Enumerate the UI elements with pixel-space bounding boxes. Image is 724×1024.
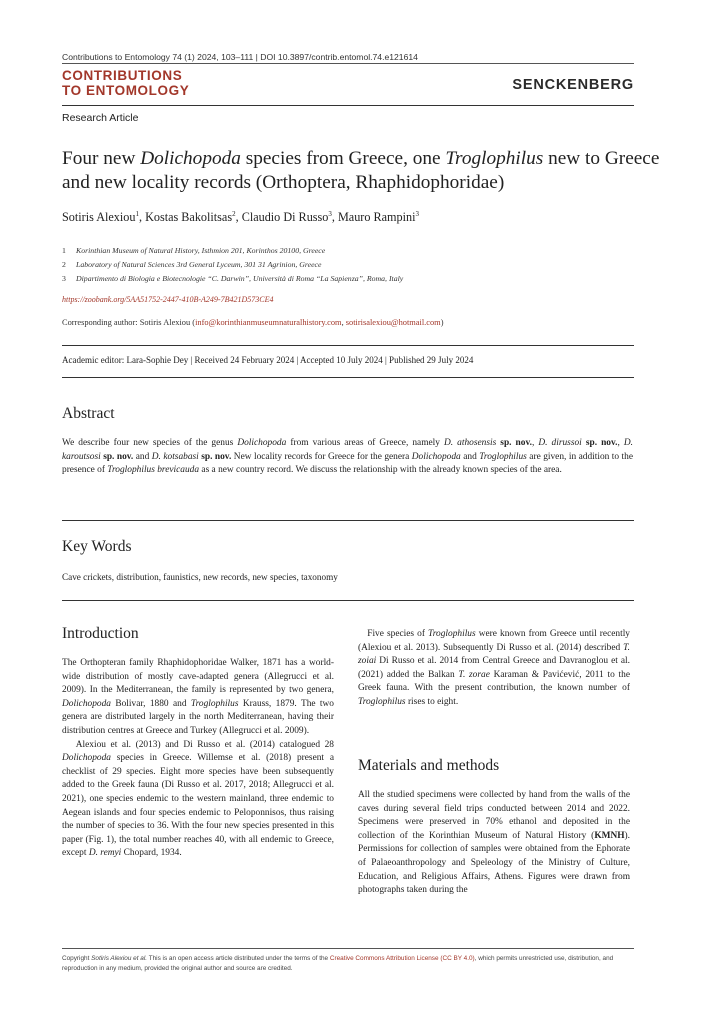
copyright-notice <box>62 954 642 974</box>
logo-line1: CONTRIBUTIONS <box>62 68 183 83</box>
article-type: Research Article <box>62 112 139 124</box>
methods-heading: Materials and methods <box>358 757 500 774</box>
author-list: Sotiris Alexiou$^1$, Kostas Bakolitsas$^2$, Claudio Di Russo$^3$, Mauro Rampini$^3$ <box>62 209 419 224</box>
troglophilus-paragraph: Five species of Troglophilus were known from Greece until recently (Alexiou et al. 2013). Subsequently Di Russo et al. (2014) described T. zoiai Di Russo et al. 2014 from Central Greece and Davranoglou et al. (2021) added the Balkan T. zorae Karaman & Pavićević, 2011 to the Greek fauna. With the present contribution, the known number of Troglophilus rises to eight. <box>358 629 630 707</box>
author-affil-num: 3 <box>328 209 332 218</box>
affiliation <box>62 274 403 283</box>
affiliation-text: Laboratory of Natural Sciences 3rd General Lyceum, 301 31 Agrinion, Greece <box>76 260 322 269</box>
email-link[interactable]: sotirisalexiou@hotmail.com <box>345 318 441 327</box>
email-separator: , <box>341 318 346 327</box>
author-name: Sotiris Alexiou <box>62 210 136 224</box>
journal-logo[interactable] <box>62 68 189 98</box>
corresponding-author <box>62 318 444 327</box>
affiliation-text: Dipartimento di Biologia e Biotecnologie “C. Darwin”, Università di Roma “La Sapienza”, Roma, Italy <box>76 274 404 283</box>
email-link[interactable]: info@korinthianmuseumnaturalhistory.com <box>195 318 342 327</box>
title-genus-dolichopoda: Dolichopoda <box>140 148 241 169</box>
abstract-heading: Abstract <box>62 405 115 422</box>
keywords-heading: Key Words <box>62 538 132 555</box>
author-affil-num: 3 <box>415 209 419 218</box>
publisher-logo[interactable]: SENCKENBERG <box>512 77 634 93</box>
header-rule <box>62 63 634 64</box>
logo-line2: TO ENTOMOLOGY <box>62 83 190 98</box>
affiliation <box>62 246 325 255</box>
affiliation-number: 3 <box>62 274 66 283</box>
author-name: Kostas Bakolitsas <box>145 210 233 224</box>
editorial-bottom-rule <box>62 377 634 378</box>
copyright-text: This is an open access article distributed under the terms of the <box>147 955 330 962</box>
editorial-info: Academic editor: Lara-Sophie Dey | Received 24 February 2024 | Accepted 10 July 2024 | Published 29 July 2024 <box>62 355 474 365</box>
abstract-rule <box>62 520 634 521</box>
introduction-heading: Introduction <box>62 625 139 642</box>
title-genus-troglophilus: Troglophilus <box>445 148 544 169</box>
corresponding-label: Corresponding author: Sotiris Alexiou ( <box>62 318 196 327</box>
affiliation-text: Korinthian Museum of Natural History, Isthmion 201, Korinthos 20100, Greece <box>76 246 326 255</box>
editorial-top-rule <box>62 345 634 346</box>
keywords-text: Cave crickets, distribution, faunistics, new records, new species, taxonomy <box>62 572 338 582</box>
introduction-text: The Orthopteran family Rhaphidophoridae Walker, 1871 has a world-wide distribution of mostly cave-adapted genera (Allegrucci et al. 2009). In the Mediterranean, the family is represented by two genera, Dolichopoda Bolivar, 1880 and Troglophilus Krauss, 1879. The two genera are distributed largely in the north Mediterranean, having their distribution centres at Greece and Turkey (Allegrucci et al. 2009). Alexiou et al. (2013) and Di Russo et al. (2014) catalogued 28 Dolichopoda species in Greece. Willemse et al. (2018) present a checklist of 29 species. Eight more species have been subsequently added to the Greek fauna (Di Russo et al. 2017, 2018; Allegrucci et al. 2021), one species endemic to the western mainland, three endemic to Aegean islands and four species endemic to Peloponnisos, thus raising the number of species to 36. With the four new species presented in this paper (Fig. 1), the total number reaches 40, with all endemic to Greece, except D. remyi Chopard, 1934. <box>62 658 334 859</box>
title-part: species from Greece, one <box>240 148 446 169</box>
affiliation-number: 2 <box>62 260 66 269</box>
copyright-text: , which permits unrestricted use, distribution, and reproduction in any medium, provided the original author and source are credited. <box>62 955 614 972</box>
journal-citation: Contributions to Entomology 74 (1) 2024, 103–111 | DOI 10.3897/contrib.entomol.74.e121614 <box>62 52 418 62</box>
copyright-holder: Sotiris Alexiou et al. <box>91 955 148 962</box>
license-link[interactable]: Creative Commons Attribution License (CC BY 4.0) <box>329 955 475 962</box>
corresponding-close: ) <box>440 318 444 327</box>
logo-rule <box>62 105 634 106</box>
zoobank-link[interactable]: https://zoobank.org/5AA51752-2447-410B-A249-7B421D573CE4 <box>62 295 274 304</box>
affiliation-number: 1 <box>62 246 66 255</box>
article-title <box>62 147 662 195</box>
title-part: new to Greece and new locality records (Orthoptera, Rhaphidophoridae) <box>62 148 660 193</box>
abstract-text: We describe four new species of the genus Dolichopoda from various areas of Greece, namely D. athosensis sp. nov., D. dirussoi sp. nov., D. karoutsosi sp. nov. and D. kotsabasi sp. nov. New locality records for Greece for the genera Dolichopoda and Troglophilus are given, in addition to the presence of Troglophilus brevicauda as a new country record. We discuss the relationship with the already known species of the area. <box>62 438 634 476</box>
author-affil-num: 1 <box>135 209 139 218</box>
title-part: Four new <box>62 148 141 169</box>
methods-text: All the studied specimens were collected by hand from the walls of the caves during several field trips conducted between 2014 and 2022. Specimens were preserved in 70% ethanol and deposited in the collection of the Korinthian Museum of Natural History (KMNH). Permissions for collection of samples were obtained from the Ephorate of Palaeoanthropology and Speleology of the Ministry of Culture, Education, and Religious Affairs, Athens. Figures were drawn from photographs taken during the <box>358 790 630 896</box>
author-affil-num: 2 <box>232 209 236 218</box>
author-name: Claudio Di Russo <box>241 210 329 224</box>
affiliation <box>62 260 321 269</box>
footer-rule <box>62 948 634 949</box>
copyright-prefix: Copyright <box>62 955 92 962</box>
keywords-rule <box>62 600 634 601</box>
author-name: Mauro Rampini <box>337 210 416 224</box>
